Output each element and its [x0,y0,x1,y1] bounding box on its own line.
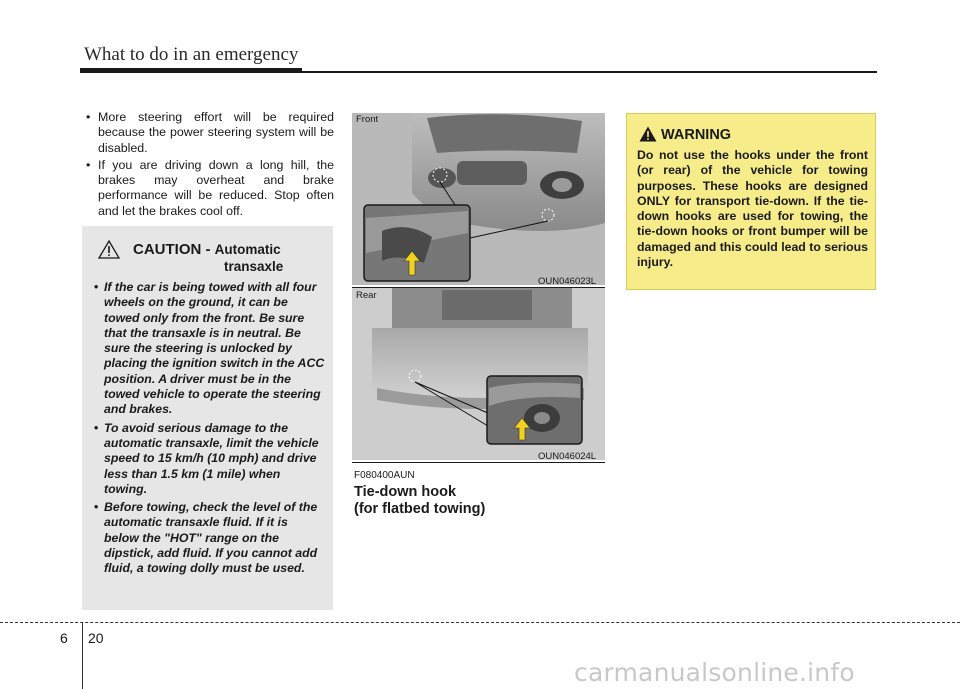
front-figure-label: Front [356,114,379,125]
warning-title: WARNING [661,127,732,143]
rear-figure-code: OUN046024L [538,451,597,462]
chapter-number: 6 [60,630,68,646]
rear-figure-label: Rear [356,290,377,301]
footer-vertical-rule [82,622,83,689]
section-code: F080400AUN [354,470,415,481]
front-bumper-illustration [352,113,605,285]
watermark: carmanualsonline.info [574,658,855,687]
caution-box [82,226,333,610]
bullet-item: • If you are driving down a long hill, the brakes may overheat and brake performance will be reduced. Stop often and let the brakes cool off. [86,158,334,219]
section-title-line-2: (for flatbed towing) [354,500,486,517]
page-header-title: What to do in an emergency [84,44,299,65]
warning-triangle-icon [639,126,657,142]
section-title-line-1: Tie-down hook [354,484,457,500]
caution-subtitle-2: transaxle [224,259,284,274]
footer-divider [0,622,960,623]
header-rule [80,71,877,73]
caution-triangle-icon [98,240,120,259]
caution-title: CAUTION - [133,241,215,258]
intro-bullets [86,110,334,221]
rear-bumper-illustration [352,288,605,460]
caution-item: • To avoid serious damage to the automatic transaxle, limit the vehicle speed to 15 km/h (10 mph) and drive less than 1.5 km (1 mile) when towing. [92,421,325,497]
caution-list [92,280,325,580]
figure-divider [352,462,605,463]
caution-item: • Before towing, check the level of the automatic transaxle fluid. If it is below the "HOT" range on the dipstick, add fluid. If you cannot add fluid, a towing dolly must be used. [92,500,325,576]
section-title [354,484,485,517]
bullet-item: • More steering effort will be required because the power steering system will be disabled. [86,110,334,156]
front-tie-down-hook-image [352,113,605,285]
caution-item: • If the car is being towed with all four wheels on the ground, it can be towed only from the front. Be sure that the transaxle is in neutral. Be sure the steering is unlocked by placing the ignition switch in the ACC position. A driver must be in the towed vehicle to operate the steering and brakes. [92,280,325,418]
caution-subtitle-1: Automatic [214,242,281,257]
warning-box [626,113,876,290]
page-number: 20 [88,630,104,646]
rear-tie-down-hook-image [352,288,605,460]
front-figure-code: OUN046023L [538,276,597,287]
warning-text: Do not use the hooks under the front (or rear) of the vehicle for towing purposes. These hooks are designed ONLY for transport tie-down. If the tie-down hooks are used for towing, the tie-down hooks or front bumper will be damaged and this could lead to serious injury. [637,148,868,270]
